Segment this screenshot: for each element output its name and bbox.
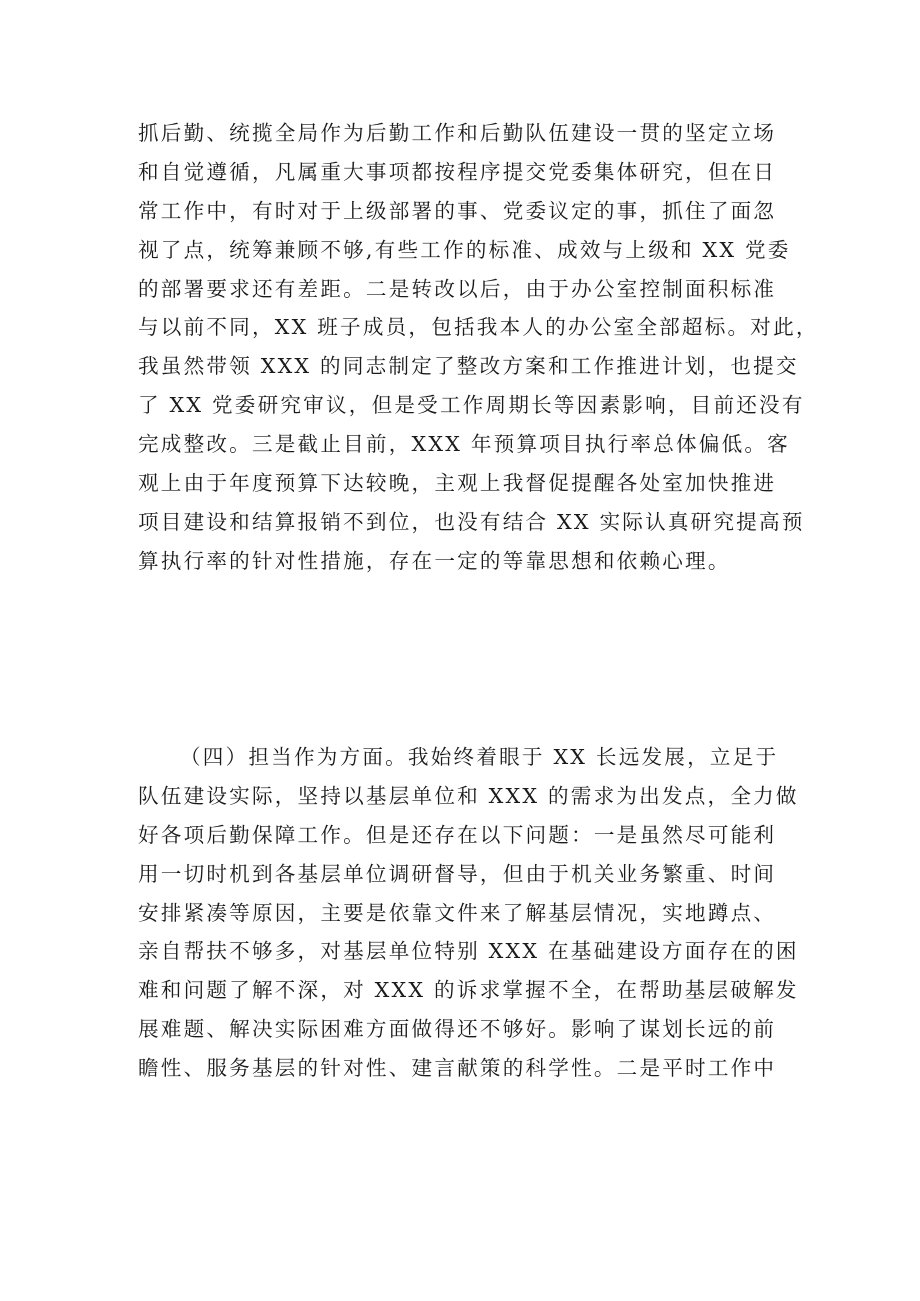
text-line: 的部署要求还有差距。二是转改以后，由于办公室控制面积标准: [138, 276, 777, 301]
text-line: 和自觉遵循，凡属重大事项都按程序提交党委集体研究，但在日: [138, 159, 777, 184]
text-line: 难和问题了解不深，对 XXX 的诉求掌握不全，在帮助基层破解发: [138, 978, 799, 1003]
text-line: 抓后勤、统揽全局作为后勤工作和后勤队伍建设一贯的坚定立场: [138, 121, 777, 145]
text-line: 展难题、解决实际困难方面做得还不够好。影响了谋划长远的前: [138, 1017, 777, 1042]
text-line: 与以前不同，XX 班子成员，包括我本人的办公室全部超标。对此，: [138, 315, 819, 340]
text-line: 瞻性、服务基层的针对性、建言献策的科学性。二是平时工作中: [138, 1056, 777, 1081]
text-line: 安排紧凑等原因，主要是依靠文件来了解基层情况，实地蹲点、: [138, 900, 777, 925]
text-line: 算执行率的针对性措施，存在一定的等靠思想和依赖心理。: [138, 548, 731, 573]
text-line: 好各项后勤保障工作。但是还存在以下问题：一是虽然尽可能利: [138, 822, 777, 847]
text-line: 观上由于年度预算下达较晚，主观上我督促提醒各处室加快推进: [138, 471, 777, 496]
text-line: 亲自帮扶不够多，对基层单位特别 XXX 在基础建设方面存在的困: [138, 939, 799, 964]
paragraph-section-four: [138, 738, 799, 1088]
text-line: 项目建设和结算报销不到位，也没有结合 XX 实际认真研究提高预: [138, 509, 805, 534]
text-line: 了 XX 党委研究审议，但是受工作周期长等因素影响，目前还没有: [138, 393, 805, 418]
text-line: 完成整改。三是截止目前，XXX 年预算项目执行率总体偏低。客: [138, 432, 790, 457]
paragraph-continuation: [138, 114, 819, 581]
text-line-first: （四）担当作为方面。我始终着眼于 XX 长远发展，立足于: [180, 745, 779, 769]
text-line: 用一切时机到各基层单位调研督导，但由于机关业务繁重、时间: [138, 861, 777, 886]
text-line: 常工作中，有时对于上级部署的事、党委议定的事，抓住了面忽: [138, 198, 777, 223]
text-line: 我虽然带领 XXX 的同志制定了整改方案和工作推进计划，也提交: [138, 354, 799, 379]
text-line: 视了点，统筹兼顾不够,有些工作的标准、成效与上级和 XX 党委: [138, 237, 791, 262]
text-line: 队伍建设实际，坚持以基层单位和 XXX 的需求为出发点，全力做: [138, 783, 799, 808]
